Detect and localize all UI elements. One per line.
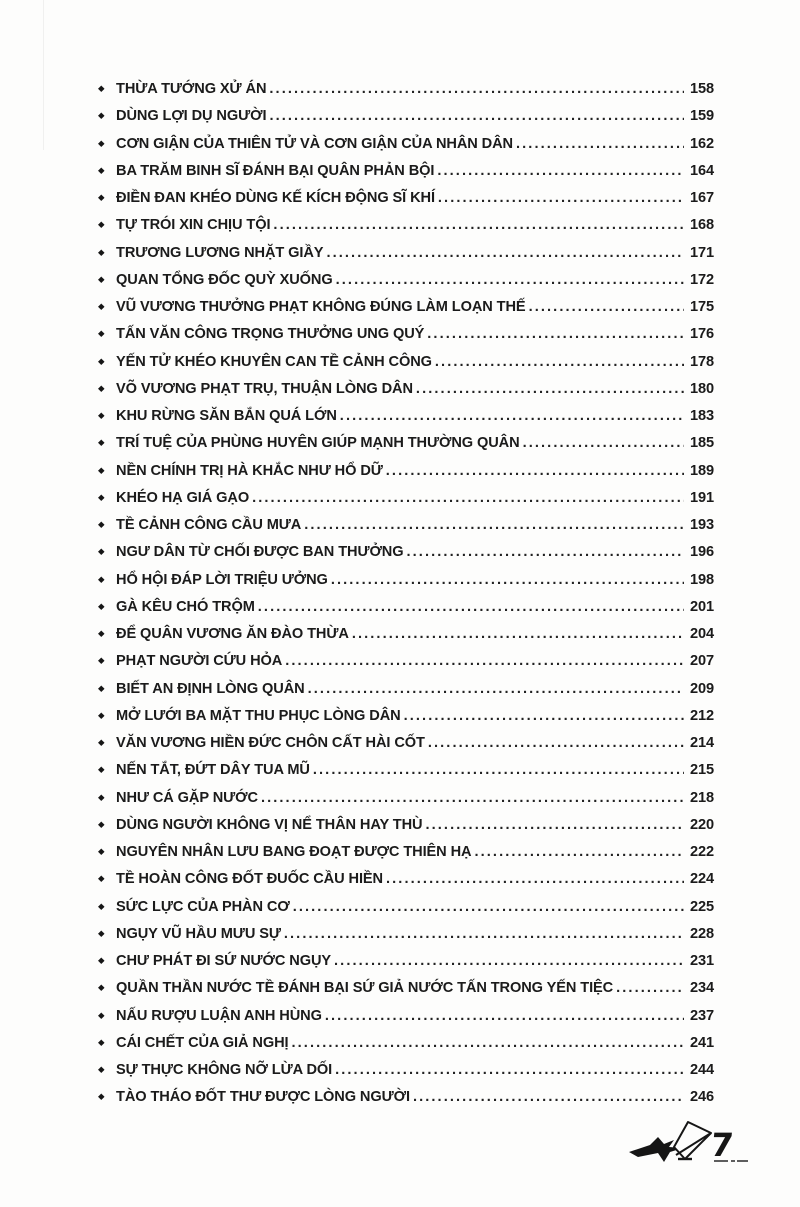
toc-entry-title: NẾN TẮT, ĐỨT DÂY TUA MŨ	[116, 762, 310, 779]
toc-entry-title: HỔ HỘI ĐÁP LỜI TRIỆU ƯỞNG	[116, 571, 328, 588]
dot-leader	[258, 594, 684, 621]
toc-row	[98, 1030, 714, 1057]
diamond-bullet-icon: ◆	[98, 301, 105, 311]
toc-row	[98, 567, 714, 594]
toc-entry-title: CHƯ PHÁT ĐI SỨ NƯỚC NGỤY	[116, 953, 332, 969]
toc-entry-page-number: 207	[689, 653, 714, 670]
toc-row	[98, 948, 714, 975]
toc-row	[98, 866, 714, 893]
dot-leader	[334, 948, 684, 975]
dot-leader	[438, 185, 684, 212]
diamond-bullet-icon: ◆	[98, 927, 105, 938]
toc-entry-page-number: 167	[689, 190, 714, 206]
diamond-bullet-icon: ◆	[98, 464, 105, 475]
diamond-bullet-icon: ◆	[98, 764, 105, 775]
dot-leader	[285, 648, 684, 675]
toc-entry-title: TỰ TRÓI XIN CHỊU TỘI	[116, 217, 271, 234]
toc-row	[98, 894, 714, 921]
toc-entry-page-number: 204	[689, 626, 714, 642]
toc-entry-page-number: 180	[689, 380, 714, 397]
toc-entry-page-number: 189	[689, 462, 714, 479]
diamond-bullet-icon: ◆	[98, 110, 105, 121]
toc-entry-title: THỪA TƯỚNG XỬ ÁN	[116, 81, 267, 97]
toc-entry-page-number: 215	[689, 762, 714, 779]
toc-entry-title: ĐIỀN ĐAN KHÉO DÙNG KẾ KÍCH ĐỘNG SĨ KHÍ	[116, 190, 435, 206]
toc-entry-title: SỨC LỰC CỦA PHÀN CƠ	[116, 898, 290, 915]
toc-row	[98, 321, 714, 348]
dot-leader	[386, 866, 684, 893]
dot-leader	[273, 212, 684, 239]
toc-entry-page-number: 214	[689, 735, 714, 751]
toc-row	[98, 294, 714, 321]
toc-row	[98, 785, 714, 812]
diamond-bullet-icon: ◆	[98, 1036, 105, 1047]
dot-leader	[407, 539, 685, 566]
dot-leader	[313, 757, 684, 784]
toc-entry-title: CƠN GIẬN CỦA THIÊN TỬ VÀ CƠN GIẬN CỦA NHÂN DÂN	[116, 135, 513, 152]
toc-entry-title: ĐỂ QUÂN VƯƠNG ĂN ĐÀO THỪA	[116, 626, 349, 642]
toc-row	[98, 839, 714, 866]
diamond-bullet-icon: ◆	[98, 955, 105, 965]
dot-leader	[425, 812, 684, 839]
toc-entry-title: TỀ HOÀN CÔNG ĐỐT ĐUỐC CẦU HIỀN	[116, 871, 383, 888]
toc-row	[98, 1084, 714, 1111]
toc-row	[98, 430, 714, 457]
dot-leader	[291, 1030, 684, 1057]
toc-entry-title: BIẾT AN ĐỊNH LÒNG QUÂN	[116, 680, 305, 697]
toc-entry-page-number: 212	[689, 707, 714, 724]
dot-leader	[616, 975, 684, 1002]
toc-entry-title: NGUYÊN NHÂN LƯU BANG ĐOẠT ĐƯỢC THIÊN HẠ	[116, 844, 472, 860]
dot-leader	[416, 376, 684, 403]
dot-leader	[386, 458, 684, 485]
dot-leader	[428, 730, 684, 757]
toc-entry-title: CÁI CHẾT CỦA GIẢ NGHỊ	[116, 1034, 289, 1051]
toc-entry-title: VĂN VƯƠNG HIỀN ĐỨC CHÔN CẤT HÀI CỐT	[116, 735, 425, 751]
toc-entry-page-number: 225	[689, 898, 714, 915]
toc-entry-page-number: 185	[689, 435, 714, 452]
toc-entry-page-number: 178	[689, 353, 714, 370]
toc-entry-page-number: 220	[689, 816, 714, 833]
toc-entry-page-number: 228	[689, 925, 714, 942]
toc-row	[98, 621, 714, 648]
diamond-bullet-icon: ◆	[98, 410, 105, 420]
toc-entry-page-number: 162	[689, 135, 714, 152]
toc-entry-title: NẤU RƯỢU LUẬN ANH HÙNG	[116, 1007, 322, 1024]
toc-entry-page-number: 168	[689, 217, 714, 234]
toc-entry-page-number: 231	[689, 953, 714, 969]
toc-entry-page-number: 164	[689, 162, 714, 179]
toc-entry-title: NGỤY VŨ HẦU MƯU SỰ	[116, 925, 281, 942]
toc-list	[98, 76, 714, 1112]
dot-leader	[404, 703, 684, 730]
toc-row	[98, 703, 714, 730]
dot-leader	[516, 131, 684, 158]
toc-entry-title: GÀ KÊU CHÓ TRỘM	[116, 598, 255, 615]
diamond-bullet-icon: ◆	[98, 709, 105, 720]
toc-entry-title: DÙNG NGƯỜI KHÔNG VỊ NỂ THÂN HAY THÙ	[116, 816, 423, 833]
toc-entry-title: TRÍ TUỆ CỦA PHÙNG HUYÊN GIÚP MẠNH THƯỜNG QUÂN	[116, 435, 520, 452]
diamond-bullet-icon: ◆	[98, 137, 105, 148]
toc-entry-page-number: 176	[689, 326, 714, 343]
toc-entry-page-number: 237	[689, 1007, 714, 1024]
toc-entry-page-number: 191	[689, 489, 714, 506]
toc-row	[98, 240, 714, 267]
diamond-bullet-icon: ◆	[98, 682, 105, 693]
toc-row	[98, 76, 714, 103]
dot-leader	[269, 103, 684, 130]
diamond-bullet-icon: ◆	[98, 491, 105, 502]
diamond-bullet-icon: ◆	[98, 900, 105, 911]
diamond-bullet-icon: ◆	[98, 1091, 105, 1102]
toc-entry-page-number: 246	[689, 1089, 714, 1106]
toc-entry-page-number: 224	[689, 871, 714, 888]
toc-row	[98, 103, 714, 130]
toc-row	[98, 131, 714, 158]
toc-entry-title: TẤN VĂN CÔNG TRỌNG THƯỞNG UNG QUÝ	[116, 326, 425, 343]
toc-entry-page-number: 172	[689, 271, 714, 288]
diamond-bullet-icon: ◆	[98, 846, 105, 856]
toc-row	[98, 975, 714, 1002]
dot-leader	[304, 512, 684, 539]
kite-digit-2	[674, 1122, 711, 1159]
diamond-bullet-icon: ◆	[98, 83, 105, 93]
toc-entry-title: DÙNG LỢI DỤ NGƯỜI	[116, 108, 267, 125]
toc-row	[98, 158, 714, 185]
footer-digit: 7	[708, 1126, 736, 1164]
dot-leader	[284, 921, 684, 948]
dot-leader	[252, 485, 684, 512]
dot-leader	[325, 1003, 684, 1030]
diamond-bullet-icon: ◆	[98, 737, 105, 747]
toc-entry-page-number: 234	[689, 980, 714, 997]
toc-row	[98, 730, 714, 757]
diamond-bullet-icon: ◆	[98, 192, 105, 202]
footer-page-number-doodle	[626, 1116, 752, 1172]
toc-entry-page-number: 175	[689, 299, 714, 315]
diamond-bullet-icon: ◆	[98, 219, 105, 230]
diamond-bullet-icon: ◆	[98, 1064, 105, 1074]
diamond-bullet-icon: ◆	[98, 791, 105, 802]
toc-row	[98, 212, 714, 239]
bird-icon	[629, 1137, 683, 1162]
toc-entry-title: NGƯ DÂN TỪ CHỐI ĐƯỢC BAN THƯỞNG	[116, 544, 404, 561]
diamond-bullet-icon: ◆	[98, 273, 105, 284]
diamond-bullet-icon: ◆	[98, 382, 105, 393]
toc-entry-page-number: 222	[689, 844, 714, 860]
toc-entry-page-number: 159	[689, 108, 714, 125]
toc-row	[98, 485, 714, 512]
toc-entry-page-number: 209	[689, 680, 714, 697]
diamond-bullet-icon: ◆	[98, 519, 105, 529]
toc-row	[98, 376, 714, 403]
toc-entry-title: MỞ LƯỚI BA MẶT THU PHỤC LÒNG DÂN	[116, 707, 401, 724]
toc-row	[98, 539, 714, 566]
dot-leader	[261, 785, 684, 812]
diamond-bullet-icon: ◆	[98, 355, 105, 366]
toc-row	[98, 648, 714, 675]
diamond-bullet-icon: ◆	[98, 873, 105, 884]
toc-entry-title: QUAN TỔNG ĐỐC QUỲ XUỐNG	[116, 271, 333, 288]
toc-entry-title: QUẦN THẦN NƯỚC TỀ ĐÁNH BẠI SỨ GIẢ NƯỚC TẤN TRONG YẾN TIỆC	[116, 980, 614, 997]
dot-leader	[529, 294, 684, 321]
diamond-bullet-icon: ◆	[98, 1009, 105, 1020]
dot-leader	[437, 158, 684, 185]
dot-leader	[340, 403, 684, 430]
toc-entry-page-number: 198	[689, 571, 714, 588]
toc-entry-page-number: 241	[689, 1034, 714, 1051]
dot-leader	[427, 321, 684, 348]
diamond-bullet-icon: ◆	[98, 818, 105, 829]
toc-row	[98, 349, 714, 376]
dot-leader	[474, 839, 684, 866]
diamond-bullet-icon: ◆	[98, 437, 105, 448]
diamond-bullet-icon: ◆	[98, 628, 105, 638]
toc-entry-title: KHU RỪNG SĂN BẮN QUÁ LỚN	[116, 408, 337, 424]
toc-entry-title: TỀ CẢNH CÔNG CẦU MƯA	[116, 517, 302, 533]
toc-entry-page-number: 244	[689, 1062, 714, 1078]
toc-entry-title: TÀO THÁO ĐỐT THƯ ĐƯỢC LÒNG NGƯỜI	[116, 1089, 410, 1106]
dot-leader	[326, 240, 684, 267]
toc-entry-title: KHÉO HẠ GIÁ GẠO	[116, 489, 250, 506]
toc-entry-page-number: 158	[689, 81, 714, 97]
diamond-bullet-icon: ◆	[98, 600, 105, 611]
toc-row	[98, 458, 714, 485]
toc-entry-page-number: 193	[689, 517, 714, 533]
toc-entry-page-number: 196	[689, 544, 714, 561]
toc-row	[98, 594, 714, 621]
dot-leader	[336, 267, 684, 294]
diamond-bullet-icon: ◆	[98, 328, 105, 339]
toc-row	[98, 812, 714, 839]
dot-leader	[308, 676, 684, 703]
toc-entry-title: NHƯ CÁ GẶP NƯỚC	[116, 789, 258, 806]
dot-leader	[352, 621, 684, 648]
dot-leader	[331, 567, 684, 594]
toc-entry-page-number: 183	[689, 408, 714, 424]
toc-entry-title: BA TRĂM BINH SĨ ĐÁNH BẠI QUÂN PHẢN BỘI	[116, 162, 435, 179]
toc-entry-title: VÕ VƯƠNG PHẠT TRỤ, THUẬN LÒNG DÂN	[116, 380, 413, 397]
diamond-bullet-icon: ◆	[98, 982, 105, 993]
toc-entry-page-number: 171	[689, 244, 714, 261]
dot-leader	[269, 76, 684, 103]
diamond-bullet-icon: ◆	[98, 164, 105, 175]
diamond-bullet-icon: ◆	[98, 246, 105, 257]
toc-entry-title: PHẠT NGƯỜI CỨU HỎA	[116, 653, 283, 670]
dot-leader	[293, 894, 684, 921]
toc-entry-title: YẾN TỬ KHÉO KHUYÊN CAN TỀ CẢNH CÔNG	[116, 353, 432, 370]
toc-row	[98, 757, 714, 784]
dot-leader	[335, 1057, 684, 1084]
toc-row	[98, 512, 714, 539]
toc-entry-title: SỰ THỰC KHÔNG NỠ LỪA DỐI	[116, 1062, 333, 1078]
dot-leader	[413, 1084, 684, 1111]
toc-row	[98, 1003, 714, 1030]
scan-fold-line	[43, 0, 44, 150]
toc-entry-page-number: 218	[689, 789, 714, 806]
diamond-bullet-icon: ◆	[98, 655, 105, 666]
toc-row	[98, 403, 714, 430]
toc-row	[98, 267, 714, 294]
dot-leader	[523, 430, 684, 457]
dot-leader	[435, 349, 684, 376]
toc-row	[98, 676, 714, 703]
toc-row	[98, 185, 714, 212]
toc-entry-page-number: 201	[689, 598, 714, 615]
diamond-bullet-icon: ◆	[98, 573, 105, 584]
toc-entry-title: VŨ VƯƠNG THƯỞNG PHẠT KHÔNG ĐÚNG LÀM LOẠN THẾ	[116, 299, 526, 315]
toc-row	[98, 1057, 714, 1084]
toc-entry-title: TRƯƠNG LƯƠNG NHẶT GIẦY	[116, 244, 324, 261]
diamond-bullet-icon: ◆	[98, 546, 105, 557]
toc-entry-title: NỀN CHÍNH TRỊ HÀ KHẮC NHƯ HỔ DỮ	[116, 462, 383, 479]
toc-row	[98, 921, 714, 948]
